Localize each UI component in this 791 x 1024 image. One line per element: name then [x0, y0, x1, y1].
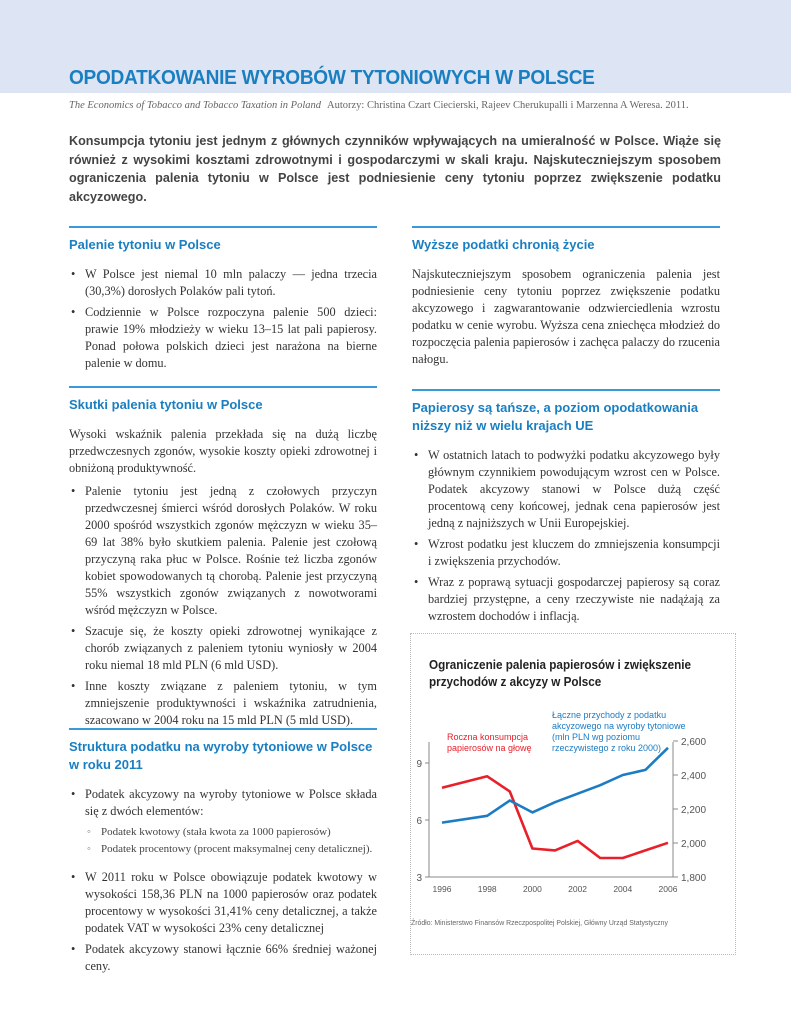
right-tick-label: 2,600	[681, 737, 707, 748]
right-tick-label: 2,400	[681, 771, 707, 782]
right-tick-label: 2,000	[681, 839, 707, 850]
list-item	[69, 786, 377, 857]
left-tick-label: 6	[416, 816, 422, 827]
section-rule	[69, 386, 377, 388]
section-rule	[69, 728, 377, 730]
chart-box	[410, 633, 736, 955]
list-item: • W ostatnich latach to podwyżki podatku akcyzowego były głównym czynnikiem powodującym wzrost cen w Polsce. Podatek akcyzowy stanowi w Polsce dużą część procentową ceny końcowej, jednak cena papierosów jest jedną z najniższych w Unii Europejskiej.	[412, 447, 720, 532]
chart-source	[411, 918, 690, 927]
bullet-list	[412, 447, 720, 625]
section-heading: Palenie tytoniu w Polsce	[69, 237, 221, 252]
list-item: • Podatek akcyzowy stanowi łącznie 66% średniej ważonej ceny.	[69, 941, 377, 975]
section-rule	[412, 389, 720, 391]
source-title: The Economics of Tobacco and Tobacco Taxation in Poland	[69, 100, 321, 111]
section-higher-taxes	[412, 226, 720, 374]
chart-title: Ograniczenie palenia papierosów i zwiększenie przychodów z akcyzy w Polsce	[429, 657, 692, 689]
x-tick-label: 1998	[477, 884, 497, 894]
list-item: • W 2011 roku w Polsce obowiązuje podatek kwotowy w wysokości 158,36 PLN na 1000 papierosów oraz podatek procentowy w wysokości 31,41% ceny detalicznej, a także podatek VAT w wysokości 23% ceny detalicznej	[69, 869, 377, 937]
section-structure	[69, 728, 377, 979]
revenue-legend: Łączne przychody z podatku	[552, 710, 667, 720]
list-item: • Codziennie w Polsce rozpoczyna palenie 500 dzieci: prawie 19% młodzieży w wieku 13–15 lat pali papierosy. Ponad połowa polskich dzieci jest narażona na bierne palenie w domu.	[69, 304, 377, 372]
revenue-line	[442, 748, 668, 823]
section-cheaper	[412, 389, 720, 629]
list-item: • Wzrost podatku jest kluczem do zmniejszenia konsumpcji i zwiększenia przychodów.	[412, 536, 720, 570]
list-item: • Inne koszty związane z paleniem tytoniu, w tym zmniejszenie produktywności i wskaźnika zatrudnienia, szacowano w 2004 roku na 15 mld PLN (5 mld USD).	[69, 678, 377, 729]
bullet-list	[69, 869, 377, 975]
bullet-list	[69, 483, 377, 729]
list-item: • Szacuje się, że koszty opieki zdrowotnej wynikające z chorób związanych z paleniem tytoniu wyniosły w 2004 roku niemal 18 mld PLN (6 mld USD).	[69, 623, 377, 674]
consumption-legend: Roczna konsumpcja	[447, 732, 529, 742]
x-tick-label: 1996	[432, 884, 452, 894]
revenue-legend: akcyzowego na wyroby tytoniowe	[552, 721, 686, 731]
section-heading: Skutki palenia tytoniu w Polsce	[69, 397, 263, 412]
sub-list-item: ◦ Podatek procentowy (procent maksymalnej ceny detalicznej).	[85, 841, 377, 857]
sub-list-item: ◦ Podatek kwotowy (stała kwota za 1000 papierosów)	[85, 824, 377, 840]
consumption-legend: papierosów na głowę	[447, 743, 532, 753]
left-tick-label: 9	[416, 759, 422, 770]
bullet-list	[69, 266, 377, 372]
right-tick-label: 1,800	[681, 873, 707, 884]
section-smoking	[69, 226, 377, 376]
sub-list	[85, 824, 377, 857]
bullet-list	[69, 786, 377, 857]
section-heading: Papierosy są tańsze, a poziom opodatkowania niższy niż w wielu krajach UE	[412, 400, 699, 433]
x-tick-label: 2002	[568, 884, 588, 894]
right-tick-label: 2,200	[681, 805, 707, 816]
section-rule	[69, 226, 377, 228]
revenue-legend: rzeczywistego z roku 2000)	[552, 743, 662, 753]
x-tick-label: 2000	[522, 884, 542, 894]
source-line	[69, 100, 689, 111]
left-tick-label: 3	[416, 873, 422, 884]
section-rule	[412, 226, 720, 228]
x-tick-label: 2004	[613, 884, 633, 894]
x-tick-label: 2006	[658, 884, 678, 894]
section-intro: Wysoki wskaźnik palenia przekłada się na dużą liczbę przedwczesnych zgonów, wysokie koszty opieki zdrowotnej i obniżoną produktywność.	[69, 427, 377, 475]
authors: Autorzy: Christina Czart Ciecierski, Rajeev Cherukupalli i Marzenna A Weresa. 2011.	[327, 100, 689, 111]
chart-source-text: Źródło: Ministerstwo Finansów Rzeczpospolitej Polskiej, Główny Urząd Statystyczny	[411, 918, 668, 927]
revenue-legend: (mln PLN wg poziomu	[552, 732, 641, 742]
section-heading: Struktura podatku na wyroby tytoniowe w Polsce w roku 2011	[69, 739, 373, 772]
section-effects	[69, 386, 377, 733]
line-chart	[411, 634, 735, 914]
section-text: Najskuteczniejszym sposobem ograniczenia palenia jest podniesienie ceny tytoniu poprzez zwiększenie podatku akcyzowego i zagwarantowanie odzwierciedlenia wzrostu podatku w cenie wyrobu. Wyższa cena zniechęca młodzież do rozpoczęcia palenia papierosów i zachęca palaczy do rzucenia nałogu.	[412, 267, 720, 366]
lead-paragraph: Konsumpcja tytoniu jest jednym z głównych czynników wpływających na umieralność w Polsce. Wiąże się również z wysokimi kosztami zdrowotnymi i gospodarczymi w skali kraju. Najskuteczniejszym sposobem ograniczenia palenia tytoniu w Polsce jest podniesienie ceny tytoniu poprzez zwiększenie podatku akcyzowego.	[69, 134, 721, 204]
list-item: • Palenie tytoniu jest jedną z czołowych przyczyn przedwczesnej śmierci wśród dorosłych Polaków. W roku 2000 spośród wszystkich zgonów mężczyzn w wieku 35–69 lat 38% było skutkiem palenia. Palenie jest czołową przyczyną raka płuc w Polsce. Rośnie też liczba zgonów kobiet spowodowanych tą chorobą. Palenie jest przyczyną 55% wszystkich zgonów związanych z nowotworami wśród mężczyzn w Polsce.	[69, 483, 377, 619]
list-item: • W Polsce jest niemal 10 mln palaczy — jedna trzecia (30,3%) dorosłych Polaków pali tytoń.	[69, 266, 377, 300]
list-item: • Wraz z poprawą sytuacji gospodarczej papierosy są coraz bardziej przystępne, a ceny rzeczywiste nie nadążają za wzrostem dochodów i inflacją.	[412, 574, 720, 625]
page-title: OPODATKOWANIE WYROBÓW TYTONIOWYCH W POLSCE	[69, 66, 595, 89]
section-heading: Wyższe podatki chronią życie	[412, 237, 595, 252]
list-item-text: Podatek akcyzowy na wyroby tytoniowe w Polsce składa się z dwóch elementów:	[85, 787, 377, 818]
